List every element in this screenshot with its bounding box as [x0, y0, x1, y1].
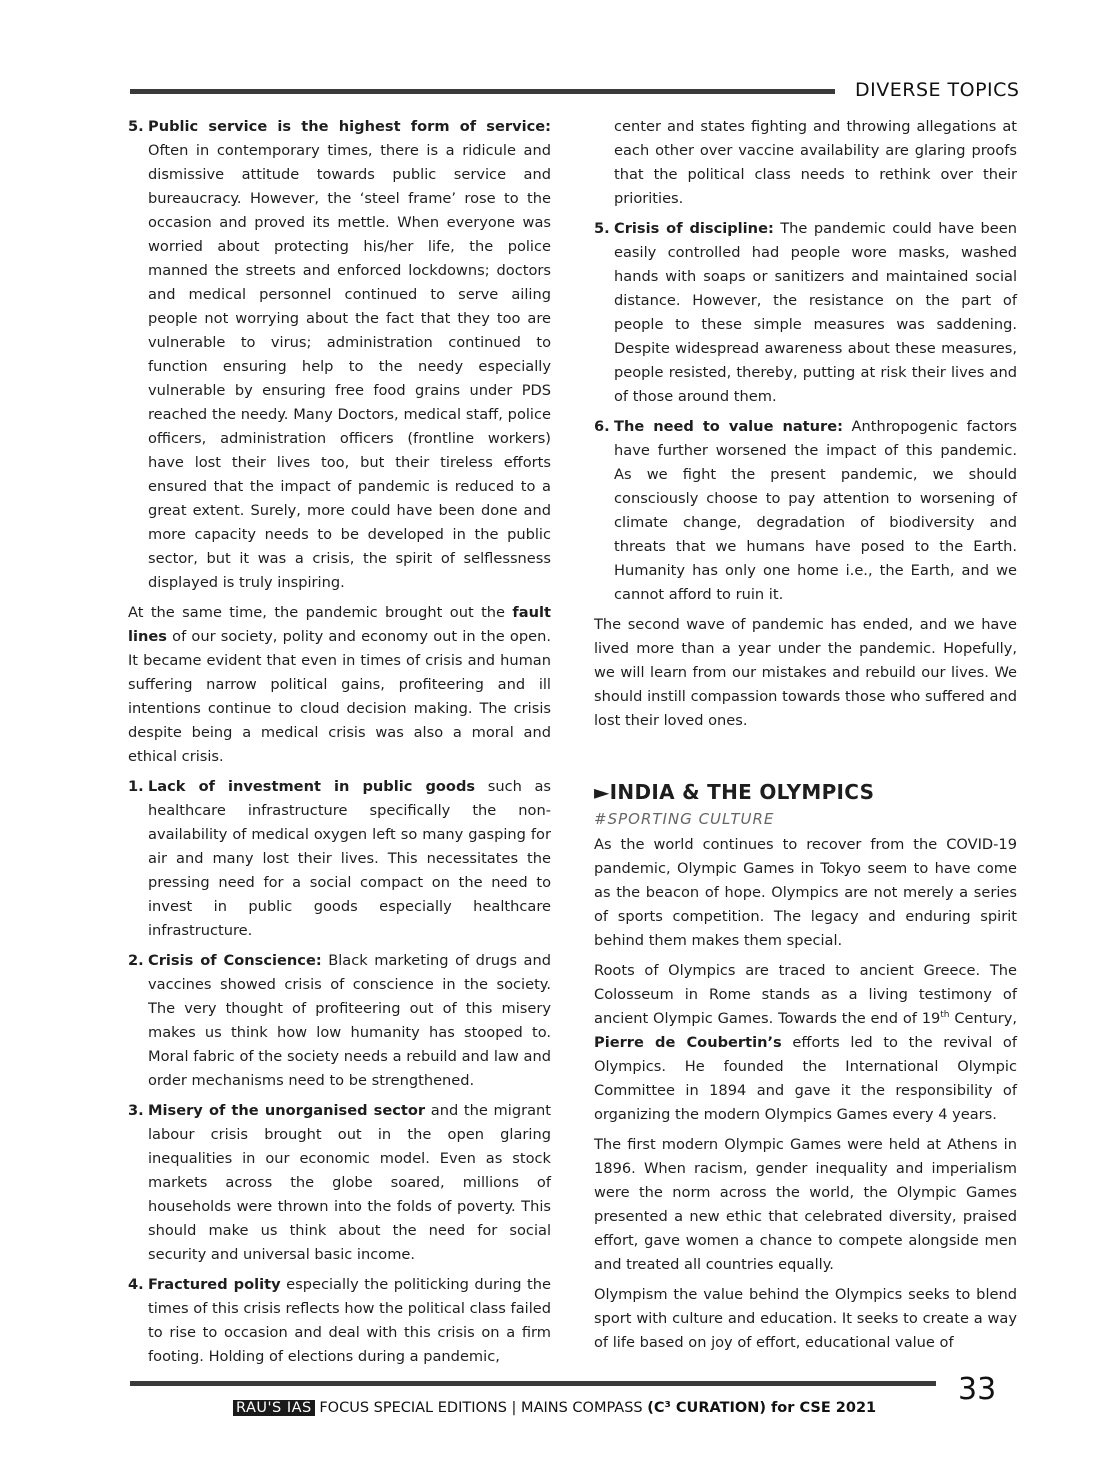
list-number: 4.: [128, 1276, 144, 1293]
list-body: such as healthcare infrastructure specifically the non-availability of medical oxygen left so many gasping for air and many lost their lives. This necessitates the pressing need for a social compact on the need to invest in public goods especially healthcare infrastructure.: [148, 778, 552, 939]
footer-rule: [130, 1381, 936, 1386]
paragraph: The first modern Olympic Games were held at Athens in 1896. When racism, gender inequality and imperialism were the norm across the world, the Olympic Games presented a new ethic that celebrated diversity, praised effort, gave women a chance to compete alongside men and treated all countries equally.: [594, 1136, 1017, 1273]
section-title: ►INDIA & THE OLYMPICS: [594, 780, 875, 804]
paragraph-text: Century,: [949, 1010, 1017, 1027]
list-text: [148, 115, 551, 595]
paragraph: As the world continues to recover from the COVID-19 pandemic, Olympic Games in Tokyo seem to have come as the beacon of hope. Olympics are not merely a series of sports competition. The legacy and enduring spirit behind them makes them special.: [594, 836, 1017, 949]
list-item: [128, 949, 551, 1093]
paragraph: [128, 601, 551, 769]
list-item-continued: [594, 115, 1017, 211]
paragraph: [594, 959, 1017, 1127]
superscript: th: [940, 1010, 950, 1021]
footer-line: [233, 1400, 876, 1416]
list-text: [148, 949, 551, 1093]
list-heading: The need to value nature:: [614, 418, 843, 435]
list-item: [128, 775, 551, 943]
footer-text: FOCUS SPECIAL EDITIONS | MAINS COMPASS: [314, 1400, 648, 1416]
list-item: [128, 115, 551, 595]
list-number: 5.: [594, 220, 610, 237]
list-number: 1.: [128, 778, 144, 795]
list-heading: Crisis of discipline:: [614, 220, 774, 237]
footer-edition: (C³ CURATION) for CSE 2021: [647, 1400, 877, 1416]
list-body: Often in contemporary times, there is a ridicule and dismissive attitude towards public service and bureaucracy. However, the ‘steel frame’ rose to the occasion and proved its mettle. When everyone was worried about protecting his/her life, the police manned the streets and enforced lockdowns; doctors and medical personnel continued to serve ailing people not worrying about the fact that they too are vulnerable to virus; administration continued to function ensuring help to the needy especially vulnerable by ensuring free food grains under PDS reached the needy. Many Doctors, medical staff, police officers, administration officers (frontline workers) have lost their lives too, but their tireless efforts ensured that the impact of pandemic is reduced to a great extent. Surely, more could have been done and more capacity needs to be developed in the public sector, but it was a crisis, the spirit of selflessness displayed is truly inspiring.: [148, 142, 551, 591]
page-number: 33: [958, 1372, 997, 1407]
paragraph-text: At the same time, the pandemic brought out the: [128, 604, 513, 621]
section-tag: #SPORTING CULTURE: [594, 810, 775, 828]
list-text: [148, 775, 551, 943]
paragraph-text: of our society, polity and economy out in the open. It became evident that even in times of crisis and human suffering narrow political gains, profiteering and ill intentions continue to cloud decision making. The crisis despite being a medical crisis was also a moral and ethical crisis.: [128, 628, 551, 765]
list-number: 2.: [128, 952, 144, 969]
list-body: The pandemic could have been easily controlled had people wore masks, washed hands with soaps or sanitizers and maintained social distance. However, the resistance on the part of people to these simple measures was saddening. Despite widespread awareness about these measures, people resisted, thereby, putting at risk their lives and of those around them.: [614, 220, 1017, 405]
list-text: [148, 1099, 551, 1267]
paragraph: Olympism the value behind the Olympics seeks to blend sport with culture and education. It seeks to create a way of life based on joy of effort, educational value of: [594, 1286, 1017, 1351]
list-body: Anthropogenic factors have further worsened the impact of this pandemic. As we fight the present pandemic, we should consciously choose to pay attention to worsening of climate change, degradation of biodiversity and threats that we humans have posed to the Earth. Humanity has only one home i.e., the Earth, and we cannot afford to ruin it.: [614, 418, 1017, 603]
list-text: [614, 217, 1017, 409]
list-number: 6.: [594, 418, 610, 435]
list-heading: Lack of investment in public goods: [148, 778, 476, 795]
paragraph-text: Roots of Olympics are traced to ancient Greece. The Colosseum in Rome stands as a living testimony of ancient Olympic Games. Towards the end of 19: [594, 962, 1017, 1027]
list-heading: Crisis of Conscience:: [148, 952, 322, 969]
list-heading: Public service is the highest form of service:: [148, 118, 551, 135]
list-item: [594, 415, 1017, 607]
emphasis: Pierre de Coubertin’s: [594, 1034, 782, 1051]
emphasis: fault lines: [128, 604, 551, 645]
list-body: especially the politicking during the times of this crisis reflects how the political class failed to rise to occasion and deal with this crisis on a firm footing. Holding of elections during a pandemic,: [148, 1276, 551, 1365]
list-text: [614, 415, 1017, 607]
list-heading: Fractured polity: [148, 1276, 281, 1293]
right-column: [594, 115, 1017, 1361]
list-body: Black marketing of drugs and vaccines showed crisis of conscience in the society. The very thought of profiteering out of this misery makes us think how low humanity has stooped to. Moral fabric of the society needs a rebuild and law and order mechanisms need to be strengthened.: [148, 952, 551, 1089]
list-body: center and states fighting and throwing allegations at each other over vaccine availability are glaring proofs that the political class needs to rethink over their priorities.: [614, 118, 1017, 207]
section-header: DIVERSE TOPICS: [855, 79, 1020, 101]
list-heading: Misery of the unorganised sector: [148, 1102, 426, 1119]
list-number: 3.: [128, 1102, 144, 1119]
list-body: and the migrant labour crisis brought out in the open glaring inequalities in our economic model. Even as stock markets across the globe soared, millions of households were thrown into the folds of poverty. This should make us think about the need for social security and universal basic income.: [148, 1102, 552, 1263]
brand-logo: RAU'S IAS: [233, 1400, 315, 1416]
paragraph: The second wave of pandemic has ended, and we have lived more than a year under the pandemic. Hopefully, we will learn from our mistakes and rebuild our lives. We should instill compassion towards those who suffered and lost their loved ones.: [594, 616, 1017, 729]
header-rule: [130, 89, 835, 94]
list-item: [594, 217, 1017, 409]
list-item: [128, 1099, 551, 1267]
list-item: [128, 1273, 551, 1369]
list-number: 5.: [128, 118, 144, 135]
paragraph-text: efforts led to the revival of Olympics. He founded the International Olympic Committee in 1894 and gave it the responsibility of organizing the modern Olympics Games every 4 years.: [594, 1034, 1017, 1123]
list-text: [148, 1273, 551, 1369]
left-column: [128, 115, 551, 1375]
